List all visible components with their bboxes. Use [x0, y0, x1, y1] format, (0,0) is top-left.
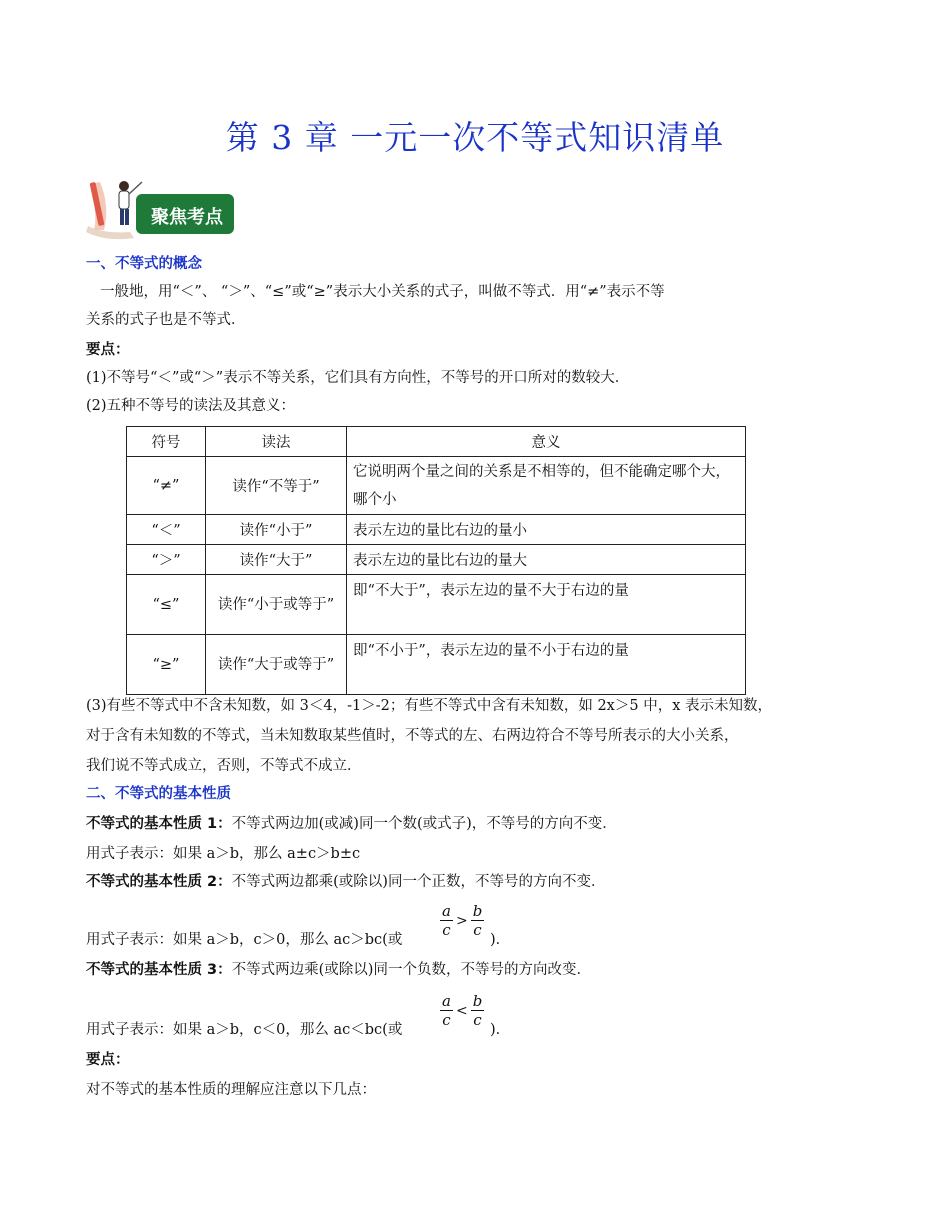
fraction-operator: > [455, 912, 468, 929]
property-3-expression-end: )． [490, 1022, 511, 1038]
table-row [127, 545, 746, 575]
key-points-label: 要点： [86, 342, 130, 358]
table-cell-reading: 读作“大于或等于” [206, 635, 347, 695]
property-2-text: 不等式两边都乘(或除以)同一个正数，不等号的方向不变． [231, 874, 606, 890]
fraction-denominator: c [442, 921, 451, 939]
table-cell-symbol: “＞” [127, 545, 206, 575]
property-2 [86, 872, 605, 892]
table-cell-meaning: 它说明两个量之间的关系是不相等的，但不能确定哪个大，哪个小 [347, 457, 746, 515]
table-cell-reading: 读作“不等于” [206, 457, 347, 515]
table-header-reading: 读法 [206, 427, 347, 457]
fraction-operator: < [455, 1002, 468, 1019]
property-3 [86, 960, 591, 980]
table-cell-reading: 读作“小于” [206, 515, 347, 545]
table-cell-meaning: 即“不大于”，表示左边的量不大于右边的量 [347, 575, 746, 635]
fraction-denominator: c [473, 1011, 482, 1029]
table-cell-meaning: 表示左边的量比右边的量大 [347, 545, 746, 575]
property-2-label: 不等式的基本性质 2： [86, 874, 232, 890]
focus-badge-label: 聚焦考点 [151, 207, 223, 228]
table-cell-meaning: 表示左边的量比右边的量小 [347, 515, 746, 545]
section-heading-properties: 二、不等式的基本性质 [86, 786, 231, 802]
table-header-meaning: 意义 [347, 427, 746, 457]
fraction-numerator: b [472, 992, 483, 1010]
key-point-2: (2)五种不等号的读法及其意义： [86, 398, 296, 414]
property-2-expression-end: )． [490, 932, 511, 948]
point3-line3: 我们说不等式成立，否则，不等式不成立． [86, 758, 362, 774]
table-cell-meaning: 即“不小于”，表示左边的量不小于右边的量 [347, 635, 746, 695]
fraction-numerator: a [442, 992, 451, 1010]
table-header-row [127, 427, 746, 457]
table-cell-symbol: “＜” [127, 515, 206, 545]
table-cell-symbol: “≠” [127, 457, 206, 515]
table-cell-reading: 读作“大于” [206, 545, 347, 575]
property-2-fraction [440, 902, 484, 939]
fraction-denominator: c [442, 1011, 451, 1029]
key-points-label-2: 要点： [86, 1052, 130, 1068]
property-1-label: 不等式的基本性质 1： [86, 816, 232, 832]
point3-line1: (3)有些不等式中不含未知数，如 3＜4，-1＞-2；有些不等式中含有未知数，如 2x＞5 中，x 表示未知数， [86, 698, 772, 714]
fraction-numerator: a [442, 902, 451, 920]
property-2-expression: 用式子表示：如果 a＞b，c＞0，那么 ac＞bc(或 [86, 932, 403, 948]
property-3-expression: 用式子表示：如果 a＞b，c＜0，那么 ac＜bc(或 [86, 1022, 403, 1038]
inequality-symbols-table [126, 426, 746, 695]
section-heading-concept: 一、不等式的概念 [86, 256, 202, 272]
property-3-fraction [440, 992, 484, 1029]
page-title: 第 3 章 一元一次不等式知识清单 [225, 118, 725, 157]
closing-line: 对不等式的基本性质的理解应注意以下几点： [86, 1082, 376, 1098]
table-row [127, 457, 746, 515]
fraction-numerator: b [472, 902, 483, 920]
table-cell-symbol: “≥” [127, 635, 206, 695]
property-1-expression: 用式子表示：如果 a＞b，那么 a±c＞b±c [86, 846, 361, 862]
key-point-1: (1)不等号“＜”或“＞”表示不等关系，它们具有方向性，不等号的开口所对的数较大． [86, 370, 630, 386]
point3-line2: 对于含有未知数的不等式，当未知数取某些值时，不等式的左、右两边符合不等号所表示的大小关系， [86, 728, 739, 744]
table-cell-reading: 读作“小于或等于” [206, 575, 347, 635]
property-1-text: 不等式两边加(或减)同一个数(或式子)，不等号的方向不变． [231, 816, 617, 832]
table-row [127, 575, 746, 635]
concept-paragraph-line2: 关系的式子也是不等式． [86, 312, 246, 328]
property-3-text: 不等式两边乘(或除以)同一个负数，不等号的方向改变． [231, 962, 591, 978]
table-cell-symbol: “≤” [127, 575, 206, 635]
concept-paragraph-line1: 一般地，用“＜”、 “＞”、“≤”或“≥”表示大小关系的式子，叫做不等式．用“≠”表示不等 [100, 284, 665, 300]
property-1 [86, 814, 617, 834]
table-row [127, 635, 746, 695]
fraction-denominator: c [473, 921, 482, 939]
table-row [127, 515, 746, 545]
property-3-label: 不等式的基本性质 3： [86, 962, 232, 978]
table-header-symbol: 符号 [127, 427, 206, 457]
